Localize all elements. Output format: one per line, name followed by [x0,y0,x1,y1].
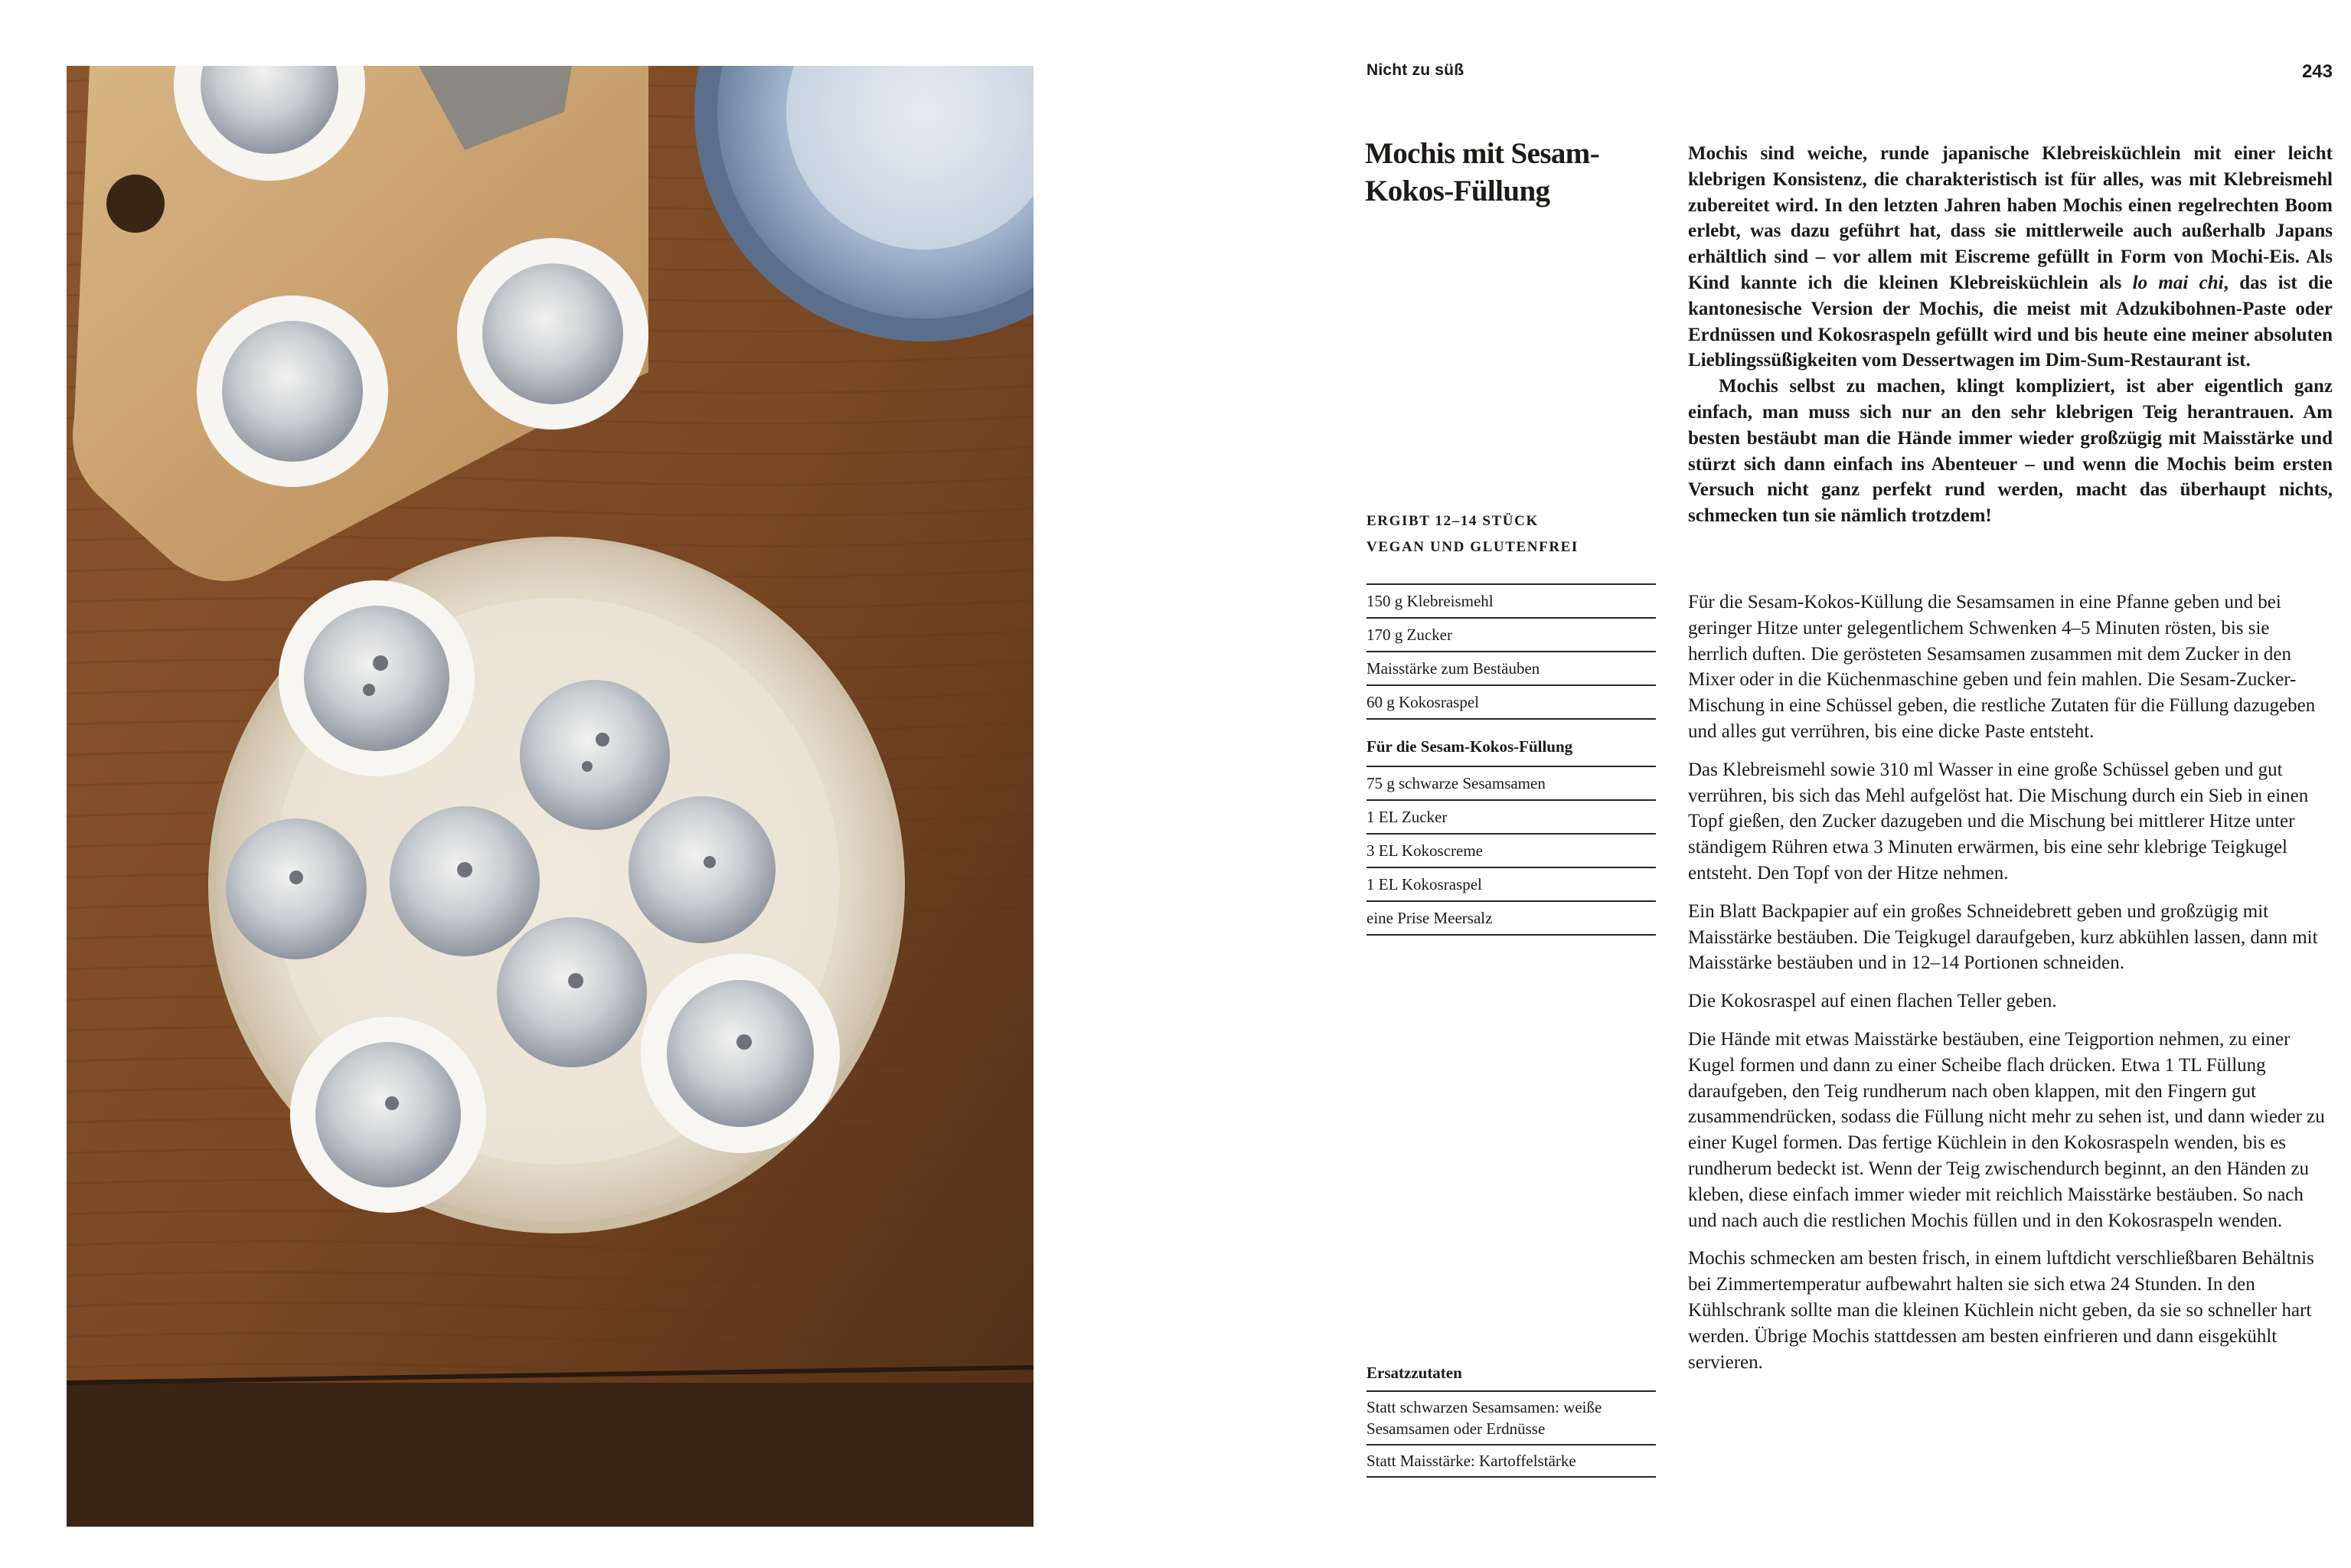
method-step: Die Hände mit etwas Maisstärke bestäuben, eine Teigportion nehmen, zu einer Kugel formen und dann zu einer Scheibe flach drücken. Etwa 1 TL Füllung daraufgeben, den Teig rundherum nach oben klappen, mit den Fingern gut zusammendrücken, sodass die Füllung nicht mehr zu sehen ist, und dann wieder zu einer Kugel formen. Das fertige Küchlein in den Kokosraspeln wenden, bis es rundherum bedeckt ist. Wenn der Teig zwischendurch beginnt, an den Händen zu kleben, diese einfach immer wieder mit reichlich Maisstärke bestäuben. So nach und nach auch die restlichen Mochis füllen und in den Kokosraspeln wenden. [1688,1028,2325,1231]
substitutes-heading: Ersatzzutaten [1367,1364,1462,1382]
ingredient-list [1367,583,1656,720]
substitutes-list [1367,1390,1656,1478]
recipe-photo [67,66,1033,1527]
intro-text-part: Mochis sind weiche, runde japanische Klebreisküchlein mit einer leicht klebrigen Konsistenz, die charakteristisch ist für alles, was mit Klebreismehl zubereitet wird. In den letzten Jahren haben Mochis einen regelrechten Boom erlebt, was dazu geführt hat, dass sie mittlerweile auch außerhalb Japans erhältlich sind – vor allem mit Eiscreme gefüllt in Form von Mochi-Eis. Als Kind kannte ich die kleinen Klebreisküchlein als [1688,143,2333,293]
intro-italic-term: lo mai chi [2132,272,2224,293]
diet-line: VEGAN UND GLUTENFREI [1367,539,1579,555]
page-number: 243 [2301,61,2333,82]
ingredient-item: 1 EL Zucker [1367,801,1656,835]
substitute-item: Statt Maisstärke: Kartoffelstärke [1367,1446,1656,1478]
ingredient-item: eine Prise Meersalz [1367,902,1656,936]
filling-ingredient-list [1367,766,1656,936]
method-step: Für die Sesam-Kokos-Küllung die Sesamsamen in eine Pfanne geben und bei geringer Hitze unter gelegentlichem Schwenken 4–5 Minuten rösten, bis sie herrlich duften. Die gerösteten Sesamsamen zusammen mit dem Zucker in den Mixer oder in die Küchenmaschine geben und fein mahlen. Die Sesam-Zucker-Mischung in eine Schüssel geben, die restliche Zutaten für die Füllung dazugeben und alles gut verrühren, bis eine dicke Paste entsteht. [1688,592,2316,742]
intro-text-part: , das ist die kantonesische Version der Mochis, die meist mit Adzukibohnen-Paste oder Erdnüssen und Kokosraspeln gefüllt wird und bis heute eine meiner absoluten Lieblingssüßigkeiten vom Dessertwagen im Dim-Sum-Restaurant ist. [1688,272,2333,371]
intro-paragraph [1688,141,2333,374]
ingredient-item: 60 g Kokosraspel [1367,686,1656,720]
recipe-yield [1367,508,1657,560]
recipe-title: Mochis mit Sesam-Kokos-Füllung [1365,137,1600,207]
method-step: Mochis schmecken am besten frisch, in einem luftdicht verschließbaren Behältnis bei Zimmertemperatur aufbewahrt halten sie sich etwa 24 Stunden. In den Kühlschrank sollte man die kleinen Küchlein nicht geben, da sie so schneller hart werden. Übrige Mochis stattdessen am besten einfrieren und dann eisgekühlt servieren. [1688,1248,2314,1373]
ingredient-item: Maisstärke zum Bestäuben [1367,652,1656,686]
yield-line: ERGIBT 12–14 STÜCK [1367,513,1539,529]
method-step: Ein Blatt Backpapier auf ein großes Schneidebrett geben und großzügig mit Maisstärke bestäuben. Die Teigkugel daraufgeben, kurz abkühlen lassen, dann mit Maisstärke bestäuben und in 12–14 Portionen schneiden. [1688,900,2318,974]
intro-paragraph: Mochis selbst zu machen, klingt kompliziert, ist aber eigentlich ganz einfach, man muss sich nur an den sehr klebrigen Teig herantrauen. Am besten bestäubt man die Hände immer wieder großzügig mit Maisstärke und stürzt sich dann einfach ins Abenteuer – und wenn die Mochis beim ersten Versuch nicht ganz perfekt rund werden, macht das überhaupt nichts, schmecken tun sie nämlich trotzdem! [1688,376,2333,527]
method-step: Das Klebreismehl sowie 310 ml Wasser in eine große Schüssel geben und gut verrühren, bis sich das Mehl aufgelöst hat. Die Mischung durch ein Sieb in einen Topf gießen, den Zucker dazugeben und die Mischung bei mittlerer Hitze unter ständigem Rühren etwa 3 Minuten erwärmen, bis eine sehr klebrige Teigkugel entsteht. Den Topf von der Hitze nehmen. [1688,759,2309,884]
ingredient-item: 75 g schwarze Sesamsamen [1367,767,1656,801]
section-label: Nicht zu süß [1367,61,1464,79]
ingredient-item: 1 EL Kokosraspel [1367,868,1656,902]
method-text [1688,590,2333,1387]
ingredient-item: 150 g Klebreismehl [1367,585,1656,619]
substitute-item: Statt schwarzen Sesamsamen: weiße Sesamsamen oder Erdnüsse [1367,1392,1656,1446]
ingredient-item: 3 EL Kokoscreme [1367,835,1656,868]
ingredient-item: 170 g Zucker [1367,619,1656,652]
method-step: Die Kokosraspel auf einen flachen Teller geben. [1688,991,2057,1012]
filling-heading: Für die Sesam-Kokos-Füllung [1367,737,1573,756]
intro-text [1688,141,2333,529]
